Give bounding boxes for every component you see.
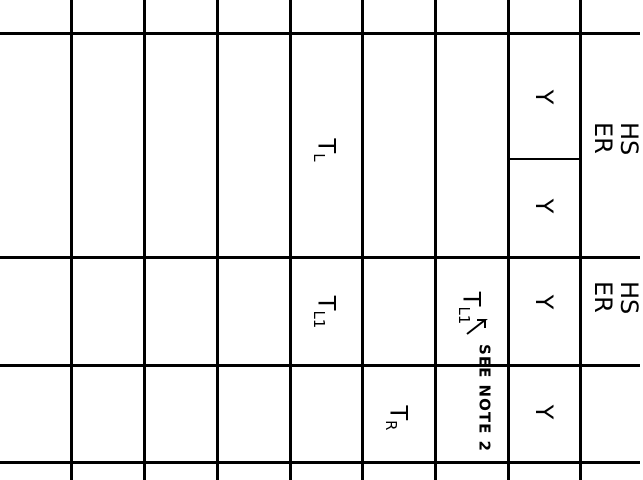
grid-vline [216, 0, 219, 480]
note-leader-arrow [463, 312, 493, 342]
cell-code-y: Y [530, 404, 558, 420]
cell-code-y: Y [530, 89, 558, 105]
grid-vline [434, 0, 437, 480]
grid-vline [143, 0, 146, 480]
grid-vline [361, 0, 364, 480]
grid-hline [0, 32, 640, 35]
cell-label-hser: HS ER [589, 281, 643, 315]
cell-label-tr: $T_R$ [382, 405, 413, 431]
cell-code-y: Y [530, 294, 558, 310]
grid-vline [70, 0, 73, 480]
grid-hline [0, 256, 640, 259]
cell-label-tl: $T_L$ [310, 138, 341, 162]
grid-vline [579, 0, 582, 480]
grid-vline [507, 0, 510, 480]
cell-label-tl1: $T_{L1}$ [310, 295, 341, 329]
see-note-label: SEE NOTE 2 [475, 344, 494, 452]
cell-label-tl1-note: $T_{L1}$ [455, 291, 486, 325]
grid-hline [0, 364, 640, 367]
grid-hline-partial [509, 158, 581, 160]
cell-code-y: Y [530, 198, 558, 214]
grid-vline [289, 0, 292, 480]
cell-label-hser: HS ER [589, 122, 643, 156]
grid-hline [0, 461, 640, 464]
